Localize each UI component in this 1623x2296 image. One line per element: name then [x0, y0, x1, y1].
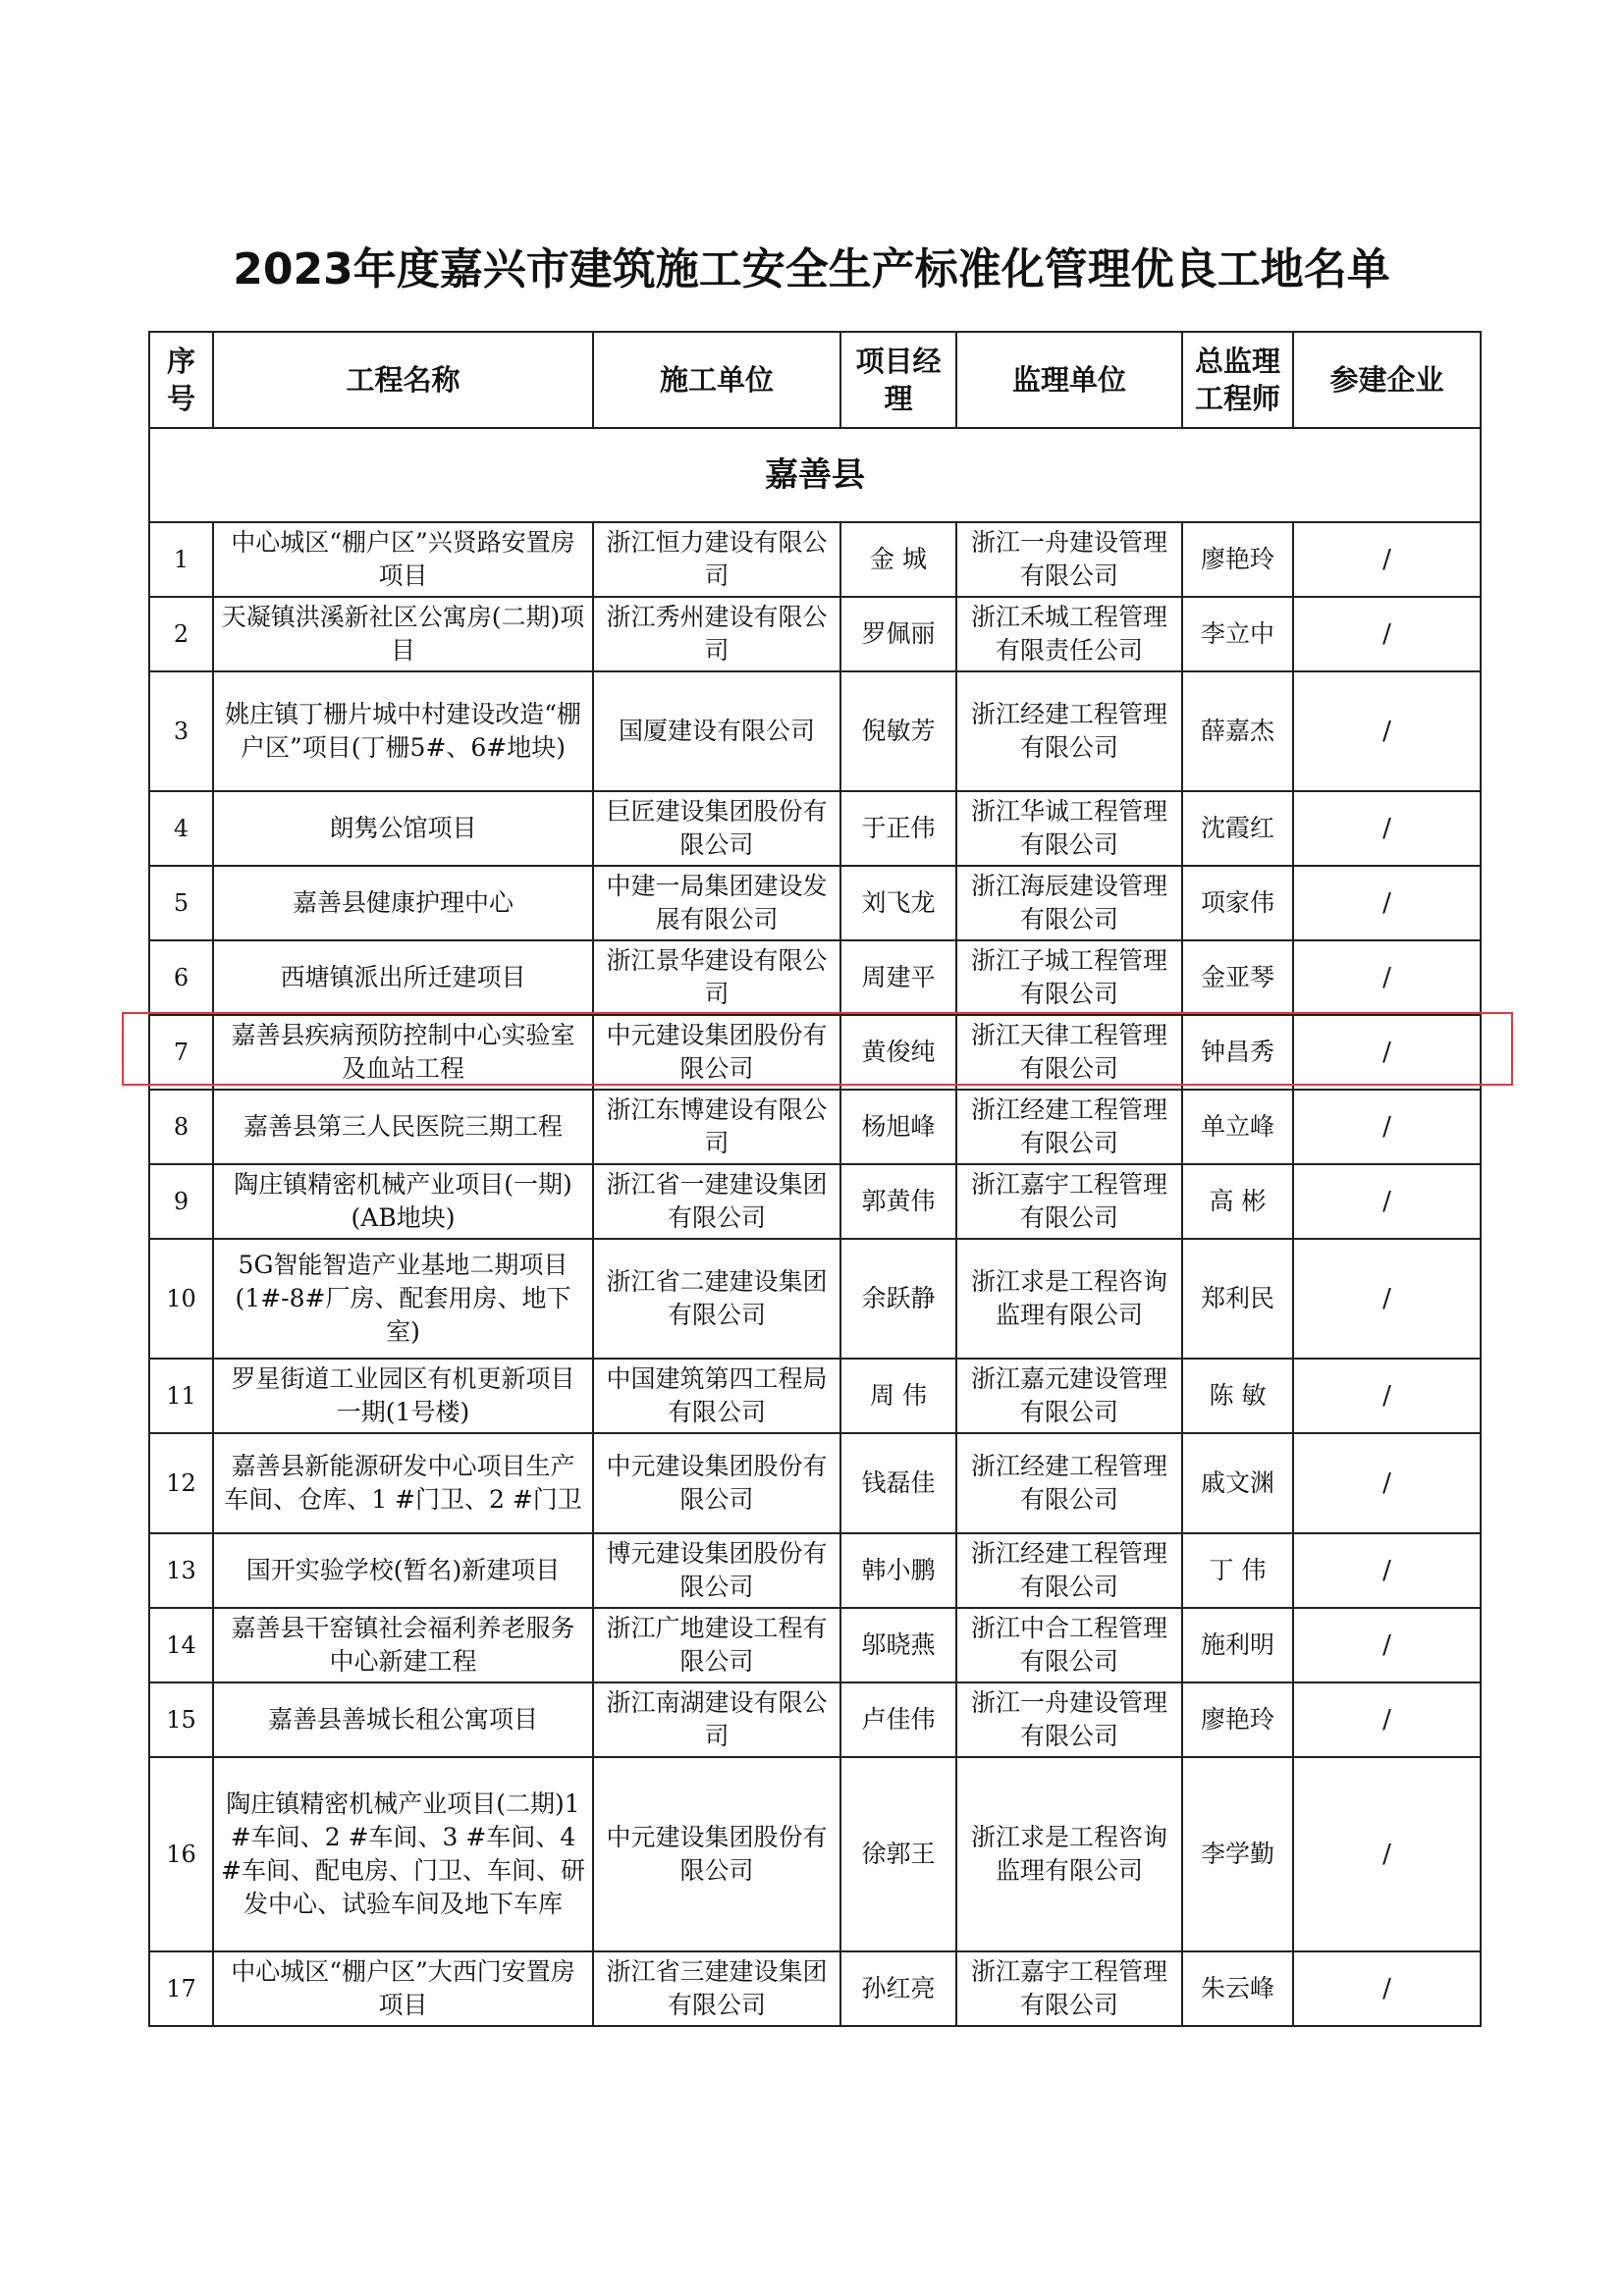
project-manager-cell: 周建平	[840, 940, 956, 1015]
chief-supervisor-cell: 廖艳玲	[1182, 1682, 1293, 1757]
header-project-name: 工程名称	[213, 332, 593, 428]
table-row	[149, 1164, 1481, 1239]
project-manager-cell: 周 伟	[840, 1359, 956, 1433]
project-name-cell: 罗星街道工业园区有机更新项目一期(1号楼)	[213, 1359, 593, 1433]
supervisor-cell: 浙江一舟建设管理有限公司	[956, 522, 1182, 597]
chief-supervisor-cell: 施利明	[1182, 1608, 1293, 1682]
contractor-cell: 中元建设集团股份有限公司	[593, 1015, 840, 1090]
table-row	[149, 940, 1481, 1015]
partner-cell: /	[1293, 1359, 1481, 1433]
project-name-cell: 嘉善县健康护理中心	[213, 866, 593, 940]
contractor-cell: 浙江恒力建设有限公司	[593, 522, 840, 597]
project-name-cell: 中心城区“棚户区”兴贤路安置房项目	[213, 522, 593, 597]
project-manager-cell: 倪敏芳	[840, 671, 956, 791]
project-name-cell: 嘉善县新能源研发中心项目生产车间、仓库、1 #门卫、2 #门卫	[213, 1433, 593, 1533]
row-number: 13	[149, 1533, 213, 1608]
supervisor-cell: 浙江天律工程管理有限公司	[956, 1015, 1182, 1090]
project-name-cell: 姚庄镇丁栅片城中村建设改造“棚户区”项目(丁栅5#、6#地块)	[213, 671, 593, 791]
project-name-cell: 西塘镇派出所迁建项目	[213, 940, 593, 1015]
project-manager-cell: 韩小鹏	[840, 1533, 956, 1608]
partner-cell: /	[1293, 1951, 1481, 2026]
table-row	[149, 1951, 1481, 2026]
supervisor-cell: 浙江经建工程管理有限公司	[956, 1090, 1182, 1164]
chief-supervisor-cell: 钟昌秀	[1182, 1015, 1293, 1090]
supervisor-cell: 浙江海辰建设管理有限公司	[956, 866, 1182, 940]
contractor-cell: 中元建设集团股份有限公司	[593, 1433, 840, 1533]
project-name-cell: 嘉善县干窑镇社会福利养老服务中心新建工程	[213, 1608, 593, 1682]
table-row	[149, 1239, 1481, 1359]
project-manager-cell: 黄俊纯	[840, 1015, 956, 1090]
chief-supervisor-cell: 沈霞红	[1182, 791, 1293, 866]
contractor-cell: 浙江南湖建设有限公司	[593, 1682, 840, 1757]
table-row	[149, 1090, 1481, 1164]
header-project-manager: 项目经理	[840, 332, 956, 428]
project-name-cell: 朗隽公馆项目	[213, 791, 593, 866]
row-number: 8	[149, 1090, 213, 1164]
partner-cell: /	[1293, 940, 1481, 1015]
project-manager-cell: 金 城	[840, 522, 956, 597]
row-number: 1	[149, 522, 213, 597]
table-row	[149, 791, 1481, 866]
project-name-cell: 陶庄镇精密机械产业项目(一期)(AB地块)	[213, 1164, 593, 1239]
contractor-cell: 国厦建设有限公司	[593, 671, 840, 791]
contractor-cell: 浙江广地建设工程有限公司	[593, 1608, 840, 1682]
partner-cell: /	[1293, 1533, 1481, 1608]
partner-cell: /	[1293, 597, 1481, 671]
supervisor-cell: 浙江华诚工程管理有限公司	[956, 791, 1182, 866]
project-name-cell: 中心城区“棚户区”大西门安置房项目	[213, 1951, 593, 2026]
contractor-cell: 浙江省三建建设集团有限公司	[593, 1951, 840, 2026]
row-number: 4	[149, 791, 213, 866]
row-number: 15	[149, 1682, 213, 1757]
project-roster-table	[148, 331, 1482, 2027]
contractor-cell: 中国建筑第四工程局有限公司	[593, 1359, 840, 1433]
row-number: 16	[149, 1757, 213, 1951]
contractor-cell: 浙江景华建设有限公司	[593, 940, 840, 1015]
project-manager-cell: 于正伟	[840, 791, 956, 866]
partner-cell: /	[1293, 866, 1481, 940]
project-manager-cell: 孙红亮	[840, 1951, 956, 2026]
table-row	[149, 522, 1481, 597]
partner-cell: /	[1293, 1433, 1481, 1533]
row-number: 11	[149, 1359, 213, 1433]
table-row	[149, 1682, 1481, 1757]
project-manager-cell: 罗佩丽	[840, 597, 956, 671]
project-name-cell: 5G智能智造产业基地二期项目(1#-8#厂房、配套用房、地下室)	[213, 1239, 593, 1359]
chief-supervisor-cell: 廖艳玲	[1182, 522, 1293, 597]
row-number: 2	[149, 597, 213, 671]
partner-cell: /	[1293, 1757, 1481, 1951]
table-row	[149, 1608, 1481, 1682]
region-row	[149, 428, 1481, 522]
project-manager-cell: 杨旭峰	[840, 1090, 956, 1164]
chief-supervisor-cell: 李立中	[1182, 597, 1293, 671]
supervisor-cell: 浙江一舟建设管理有限公司	[956, 1682, 1182, 1757]
row-number: 17	[149, 1951, 213, 2026]
contractor-cell: 浙江省一建建设集团有限公司	[593, 1164, 840, 1239]
partner-cell: /	[1293, 1015, 1481, 1090]
supervisor-cell: 浙江嘉宇工程管理有限公司	[956, 1951, 1182, 2026]
row-number: 14	[149, 1608, 213, 1682]
partner-cell: /	[1293, 1090, 1481, 1164]
project-name-cell: 陶庄镇精密机械产业项目(二期)1 #车间、2 #车间、3 #车间、4 #车间、配电房、门卫、车间、研发中心、试验车间及地下车库	[213, 1757, 593, 1951]
project-name-cell: 嘉善县善城长租公寓项目	[213, 1682, 593, 1757]
contractor-cell: 博元建设集团股份有限公司	[593, 1533, 840, 1608]
supervisor-cell: 浙江经建工程管理有限公司	[956, 1433, 1182, 1533]
table-row	[149, 1015, 1481, 1090]
row-number: 9	[149, 1164, 213, 1239]
partner-cell: /	[1293, 522, 1481, 597]
chief-supervisor-cell: 项家伟	[1182, 866, 1293, 940]
project-name-cell: 国开实验学校(暂名)新建项目	[213, 1533, 593, 1608]
table-row	[149, 866, 1481, 940]
partner-cell: /	[1293, 1164, 1481, 1239]
partner-cell: /	[1293, 671, 1481, 791]
table-row	[149, 597, 1481, 671]
project-manager-cell: 钱磊佳	[840, 1433, 956, 1533]
project-name-cell: 天凝镇洪溪新社区公寓房(二期)项目	[213, 597, 593, 671]
row-number: 6	[149, 940, 213, 1015]
project-manager-cell: 余跃静	[840, 1239, 956, 1359]
supervisor-cell: 浙江嘉元建设管理有限公司	[956, 1359, 1182, 1433]
header-row	[149, 332, 1481, 428]
chief-supervisor-cell: 薛嘉杰	[1182, 671, 1293, 791]
header-chief-supervisor: 总监理工程师	[1182, 332, 1293, 428]
chief-supervisor-cell: 单立峰	[1182, 1090, 1293, 1164]
contractor-cell: 浙江省二建建设集团有限公司	[593, 1239, 840, 1359]
project-manager-cell: 邬晓燕	[840, 1608, 956, 1682]
contractor-cell: 浙江秀州建设有限公司	[593, 597, 840, 671]
page-title: 2023年度嘉兴市建筑施工安全生产标准化管理优良工地名单	[233, 244, 1390, 294]
supervisor-cell: 浙江求是工程咨询监理有限公司	[956, 1239, 1182, 1359]
contractor-cell: 中元建设集团股份有限公司	[593, 1757, 840, 1951]
project-manager-cell: 徐郭王	[840, 1757, 956, 1951]
table-row	[149, 1757, 1481, 1951]
header-partner: 参建企业	[1293, 332, 1481, 428]
chief-supervisor-cell: 戚文渊	[1182, 1433, 1293, 1533]
project-name-cell: 嘉善县第三人民医院三期工程	[213, 1090, 593, 1164]
supervisor-cell: 浙江经建工程管理有限公司	[956, 671, 1182, 791]
row-number: 5	[149, 866, 213, 940]
supervisor-cell: 浙江嘉宇工程管理有限公司	[956, 1164, 1182, 1239]
contractor-cell: 浙江东博建设有限公司	[593, 1090, 840, 1164]
supervisor-cell: 浙江求是工程咨询监理有限公司	[956, 1757, 1182, 1951]
chief-supervisor-cell: 陈 敏	[1182, 1359, 1293, 1433]
partner-cell: /	[1293, 1608, 1481, 1682]
supervisor-cell: 浙江子城工程管理有限公司	[956, 940, 1182, 1015]
partner-cell: /	[1293, 1239, 1481, 1359]
contractor-cell: 巨匠建设集团股份有限公司	[593, 791, 840, 866]
header-supervisor: 监理单位	[956, 332, 1182, 428]
table-row	[149, 671, 1481, 791]
row-number: 12	[149, 1433, 213, 1533]
region-label: 嘉善县	[149, 428, 1481, 522]
project-name-cell: 嘉善县疾病预防控制中心实验室及血站工程	[213, 1015, 593, 1090]
table-row	[149, 1533, 1481, 1608]
chief-supervisor-cell: 朱云峰	[1182, 1951, 1293, 2026]
contractor-cell: 中建一局集团建设发展有限公司	[593, 866, 840, 940]
chief-supervisor-cell: 郑利民	[1182, 1239, 1293, 1359]
chief-supervisor-cell: 金亚琴	[1182, 940, 1293, 1015]
row-number: 7	[149, 1015, 213, 1090]
chief-supervisor-cell: 李学勤	[1182, 1757, 1293, 1951]
header-seq: 序号	[149, 332, 213, 428]
chief-supervisor-cell: 丁 伟	[1182, 1533, 1293, 1608]
supervisor-cell: 浙江禾城工程管理有限责任公司	[956, 597, 1182, 671]
partner-cell: /	[1293, 1682, 1481, 1757]
table-row	[149, 1359, 1481, 1433]
project-manager-cell: 卢佳伟	[840, 1682, 956, 1757]
supervisor-cell: 浙江中合工程管理有限公司	[956, 1608, 1182, 1682]
row-number: 10	[149, 1239, 213, 1359]
row-number: 3	[149, 671, 213, 791]
project-manager-cell: 刘飞龙	[840, 866, 956, 940]
header-contractor: 施工单位	[593, 332, 840, 428]
project-manager-cell: 郭黄伟	[840, 1164, 956, 1239]
supervisor-cell: 浙江经建工程管理有限公司	[956, 1533, 1182, 1608]
table-row	[149, 1433, 1481, 1533]
chief-supervisor-cell: 高 彬	[1182, 1164, 1293, 1239]
partner-cell: /	[1293, 791, 1481, 866]
